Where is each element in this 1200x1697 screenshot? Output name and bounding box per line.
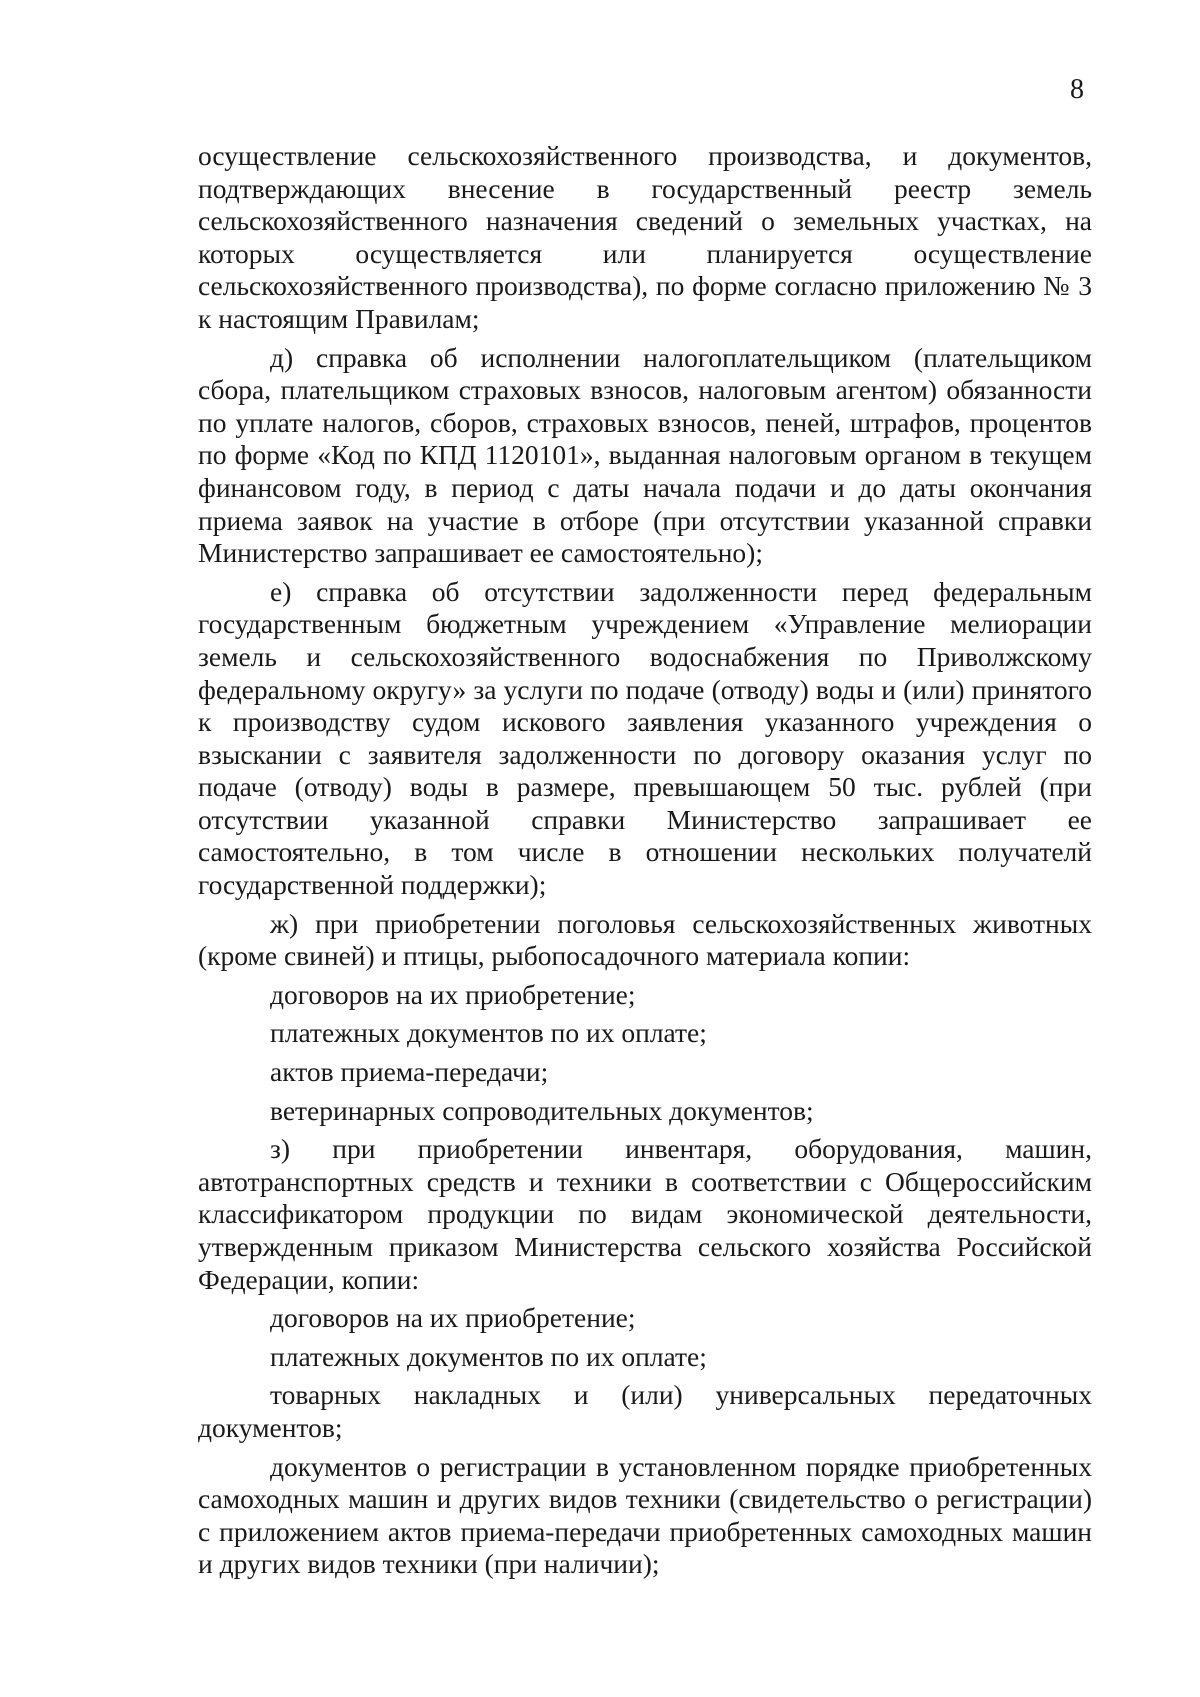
paragraph-continuation: осуществление сельскохозяйственного производства, и документов, подтверждающих внесение в государственный реестр земель сельскохозяйственного назначения сведений о земельных участках, на которых осуществляется или планируется осуществление сельскохозяйственного производства), по форме согласно приложению № 3 к настоящим Правилам; — [198, 140, 1092, 334]
paragraph-item-d: д) справка об исполнении налогоплательщиком (плательщиком сбора, плательщиком страховых взносов, налоговым агентом) обязанности по уплате налогов, сборов, страховых взносов, пеней, штрафов, процентов по форме «Код по КПД 1120101», выданная налоговым органом в текущем финансовом году, в период с даты начала подачи и до даты окончания приема заявок на участие в отборе (при отсутствии указанной справки Министерство запрашивает ее самостоятельно); — [198, 341, 1092, 569]
list-item: ветеринарных сопроводительных документов; — [270, 1094, 814, 1126]
list-item: актов приема-передачи; — [270, 1056, 549, 1088]
paragraph-item-zh: ж) при приобретении поголовья сельскохозяйственных животных (кроме свиней) и птицы, рыбопосадочного материала копии: — [198, 907, 1092, 972]
list-item: платежных документов по их оплате; — [270, 1340, 707, 1372]
page-number: 8 — [1070, 74, 1084, 105]
list-item: договоров на их приобретение; — [270, 978, 636, 1010]
list-item: договоров на их приобретение; — [270, 1302, 636, 1334]
document-body — [198, 140, 1092, 1587]
paragraph-item-z: з) при приобретении инвентаря, оборудования, машин, автотранспортных средств и техники в соответствии с Общероссийским классификатором продукции по видам экономической деятельности, утвержденным приказом Министерства сельского хозяйства Российской Федерации, копии: — [198, 1133, 1092, 1295]
list-item: документов о регистрации в установленном порядке приобретенных самоходных машин и других видов техники (свидетельство о регистрации) с приложением актов приема-передачи приобретенных самоходных машин и других видов техники (при наличии); — [198, 1450, 1092, 1580]
paragraph-item-e: е) справка об отсутствии задолженности перед федеральным государственным бюджетным учреждением «Управление мелиорации земель и сельскохозяйственного водоснабжения по Приволжскому федеральному округу» за услуги по подаче (отводу) воды и (или) принятого к производству судом искового заявления указанного учреждения о взыскании с заявителя задолженности по договору оказания услуг по подаче (отводу) воды в размере, превышающем 50 тыс. рублей (при отсутствии указанной справки Министерство запрашивает ее самостоятельно, в том числе в отношении нескольких получателй государственной поддержки); — [198, 575, 1092, 901]
list-item: платежных документов по их оплате; — [270, 1017, 707, 1049]
list-item: товарных накладных и (или) универсальных передаточных документов; — [198, 1379, 1092, 1443]
